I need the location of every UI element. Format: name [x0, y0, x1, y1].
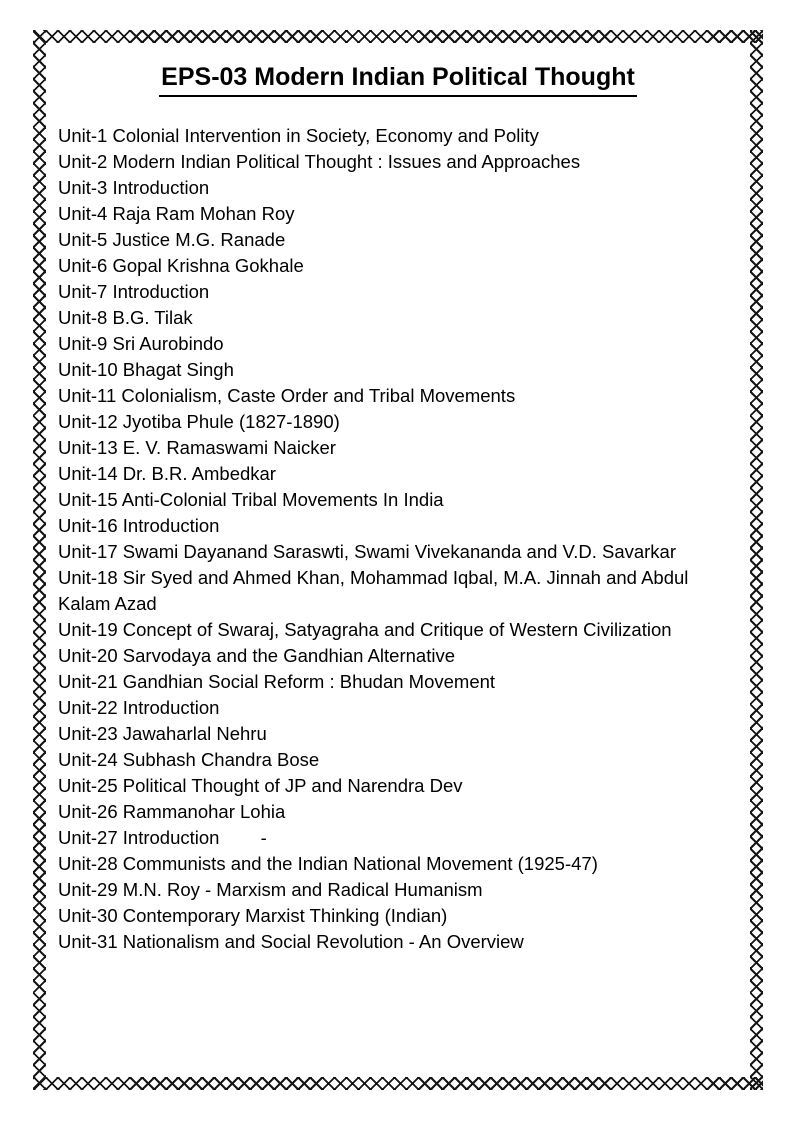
- unit-list-item: Unit-9 Sri Aurobindo: [58, 333, 224, 354]
- stitch-border-frame: [33, 30, 763, 1090]
- unit-list-item: Unit-30 Contemporary Marxist Thinking (Indian): [58, 905, 448, 926]
- unit-list-item: Unit-22 Introduction: [58, 697, 220, 718]
- unit-list-item: Unit-27 Introduction -: [58, 827, 267, 848]
- unit-list-item: Unit-26 Rammanohar Lohia: [58, 801, 286, 822]
- unit-list-item: Unit-15 Anti-Colonial Tribal Movements In India: [58, 489, 444, 510]
- unit-list-item: Unit-1 Colonial Intervention in Society, Economy and Polity: [58, 125, 539, 146]
- unit-list-item: Unit-19 Concept of Swaraj, Satyagraha and Critique of Western Civilization: [58, 619, 672, 640]
- unit-list-item: Unit-16 Introduction: [58, 515, 220, 536]
- unit-list-item: Unit-7 Introduction: [58, 281, 210, 302]
- unit-list-item: Unit-4 Raja Ram Mohan Roy: [58, 203, 295, 224]
- unit-list-item: Unit-6 Gopal Krishna Gokhale: [58, 255, 304, 276]
- unit-list-item: Unit-23 Jawaharlal Nehru: [58, 723, 267, 744]
- unit-list-item: Unit-17 Swami Dayanand Saraswti, Swami Vivekananda and V.D. Savarkar: [58, 541, 677, 562]
- unit-list-item: Unit-18 Sir Syed and Ahmed Khan, Mohammad Iqbal, M.A. Jinnah and Abdul Kalam Azad: [58, 567, 694, 614]
- stitch-border-left: [33, 30, 46, 1090]
- unit-list-item: Unit-12 Jyotiba Phule (1827-1890): [58, 411, 340, 432]
- unit-list-item: Unit-13 E. V. Ramaswami Naicker: [58, 437, 336, 458]
- unit-list-item: Unit-14 Dr. B.R. Ambedkar: [58, 463, 276, 484]
- unit-list-item: Unit-29 M.N. Roy - Marxism and Radical Humanism: [58, 879, 483, 900]
- unit-list-item: Unit-2 Modern Indian Political Thought : Issues and Approaches: [58, 151, 581, 172]
- stitch-border-bottom: [33, 1077, 763, 1090]
- stitch-border-top: [33, 30, 763, 43]
- unit-list-item: Unit-21 Gandhian Social Reform : Bhudan Movement: [58, 671, 496, 692]
- unit-list-item: Unit-20 Sarvodaya and the Gandhian Alternative: [58, 645, 455, 666]
- unit-list-item: Unit-25 Political Thought of JP and Narendra Dev: [58, 775, 463, 796]
- unit-list-item: Unit-11 Colonialism, Caste Order and Tribal Movements: [58, 385, 516, 406]
- unit-list-item: Unit-28 Communists and the Indian National Movement (1925-47): [58, 853, 598, 874]
- page-content: [46, 43, 750, 1077]
- unit-list-item: Unit-10 Bhagat Singh: [58, 359, 234, 380]
- unit-list-item: Unit-3 Introduction: [58, 177, 210, 198]
- page-title-text: EPS-03 Modern Indian Political Thought: [159, 60, 637, 97]
- page-title: [58, 60, 738, 94]
- unit-list-item: Unit-31 Nationalism and Social Revolution - An Overview: [58, 931, 524, 952]
- unit-list-item: Unit-5 Justice M.G. Ranade: [58, 229, 286, 250]
- unit-list-item: Unit-24 Subhash Chandra Bose: [58, 749, 320, 770]
- unit-list: [58, 123, 738, 955]
- stitch-border-right: [750, 30, 763, 1090]
- unit-list-item: Unit-8 B.G. Tilak: [58, 307, 193, 328]
